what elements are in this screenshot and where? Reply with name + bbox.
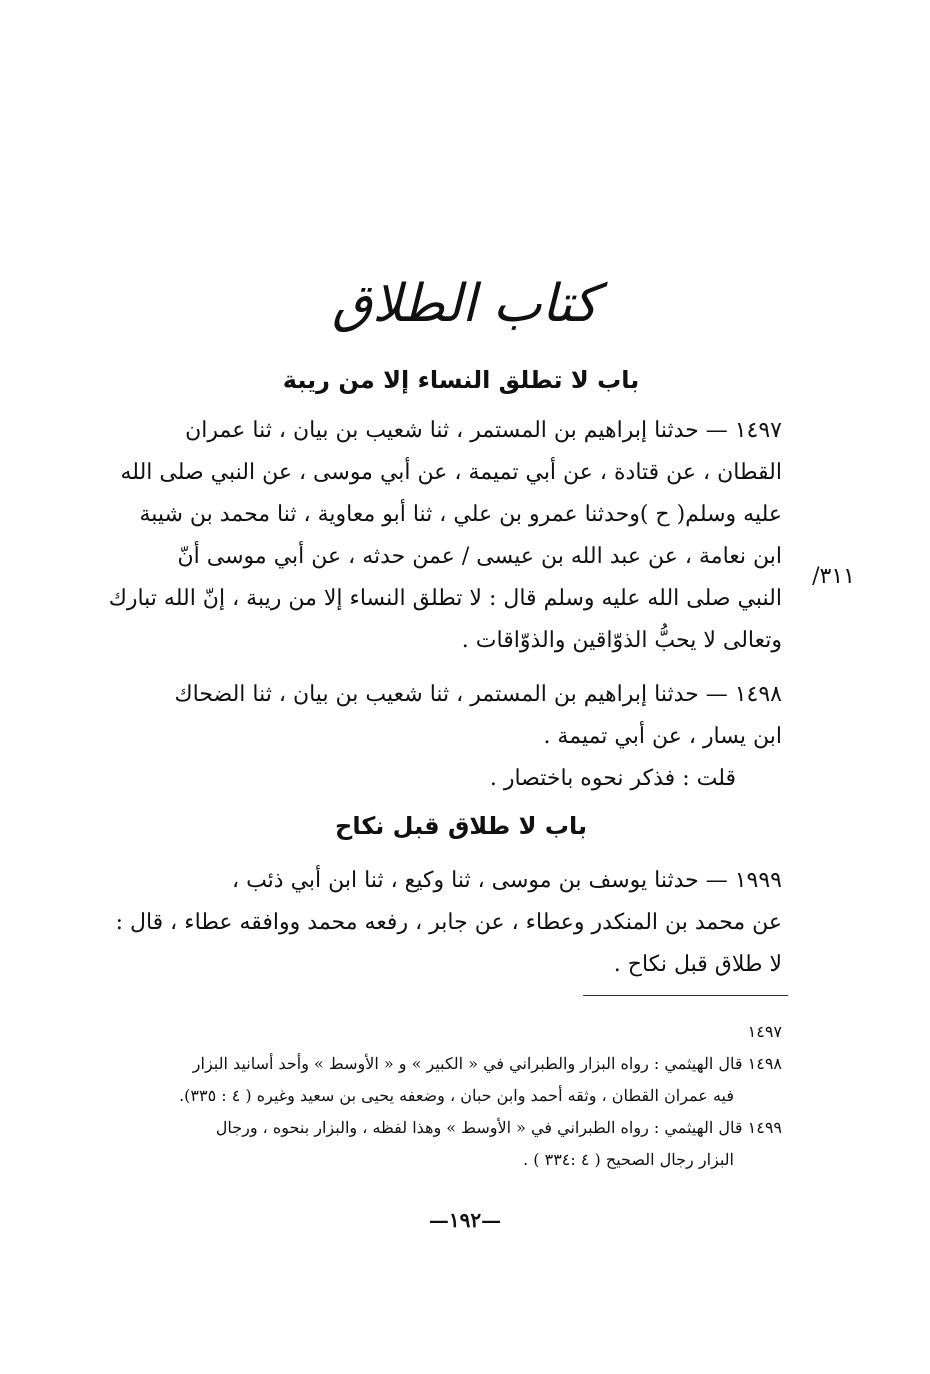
footnote-line: فيه عمران القطان ، وثقه أحمد وابن حبان ، وضعفه يحيى بن سعيد وغيره ( ٤ : ٣٣٥). [179, 1086, 734, 1105]
page-number: —١٩٢— [428, 1208, 502, 1232]
text-line: ١٩٩٩ — حدثنا يوسف بن موسى ، ثنا وكيع ، ثنا ابن أبي ذئب ، [231, 868, 782, 893]
text-line: لا طلاق قبل نكاح . [613, 952, 782, 977]
hadith-text [115, 860, 782, 986]
text-line: ١٤٩٧ — حدثنا إبراهيم بن المستمر ، ثنا شعيب بن بيان ، ثنا عمران [185, 418, 782, 443]
footnote-line: ١٤٩٨ قال الهيثمي : رواه البزار والطبراني في « الكبير » و « الأوسط » وأحد أسانيد البزار [192, 1054, 782, 1073]
book-title: كتاب الطلاق [331, 274, 599, 334]
footnote-line: ١٤٩٧ [747, 1022, 782, 1041]
footnote-line: ١٤٩٩ قال الهيثمي : رواه الطبراني في « الأوسط » وهذا لفظه ، والبزار بنحوه ، ورجال [215, 1118, 782, 1137]
text-line: ابن نعامة ، عن عبد الله بن عيسى / عمن حدثه ، عن أبي موسى أنّ [177, 544, 782, 569]
text-line: عن محمد بن المنكدر وعطاء ، عن جابر ، رفعه محمد ووافقه عطاء ، قال : [115, 910, 782, 935]
hadith-text [140, 674, 782, 800]
text-line: وتعالى لا يحبُّ الذوّاقين والذوّاقات . [461, 628, 782, 653]
text-line: النبي صلى الله عليه وسلم قال : لا تطلق النساء إلا من ريبة ، إنّ الله تبارك [108, 586, 782, 611]
text-line: القطان ، عن قتادة ، عن أبي تميمة ، عن أبي موسى ، عن النبي صلى الله [120, 460, 782, 485]
text-line: عليه وسلم( ح )وحدثنا عمرو بن علي ، ثنا أبو معاوية ، ثنا محمد بن شيبة [139, 502, 782, 527]
footnote-separator [583, 995, 788, 996]
text-line: ابن يسار ، عن أبي تميمة . [543, 724, 782, 749]
hadith-text [108, 410, 782, 662]
footnotes [140, 1016, 782, 1176]
text-line: قلت : فذكر نحوه باختصار . [489, 766, 736, 791]
chapter-heading: باب لا تطلق النساء إلا من ريبة [282, 366, 640, 394]
footnote-line: البزار رجال الصحيح ( ٤ :٣٣٤ ) . [523, 1150, 734, 1169]
chapter-heading: باب لا طلاق قبل نكاح [335, 812, 587, 840]
text-line: ١٤٩٨ — حدثنا إبراهيم بن المستمر ، ثنا شعيب بن بيان ، ثنا الضحاك [174, 682, 782, 707]
margin-reference: ٣١١/ [812, 564, 855, 589]
